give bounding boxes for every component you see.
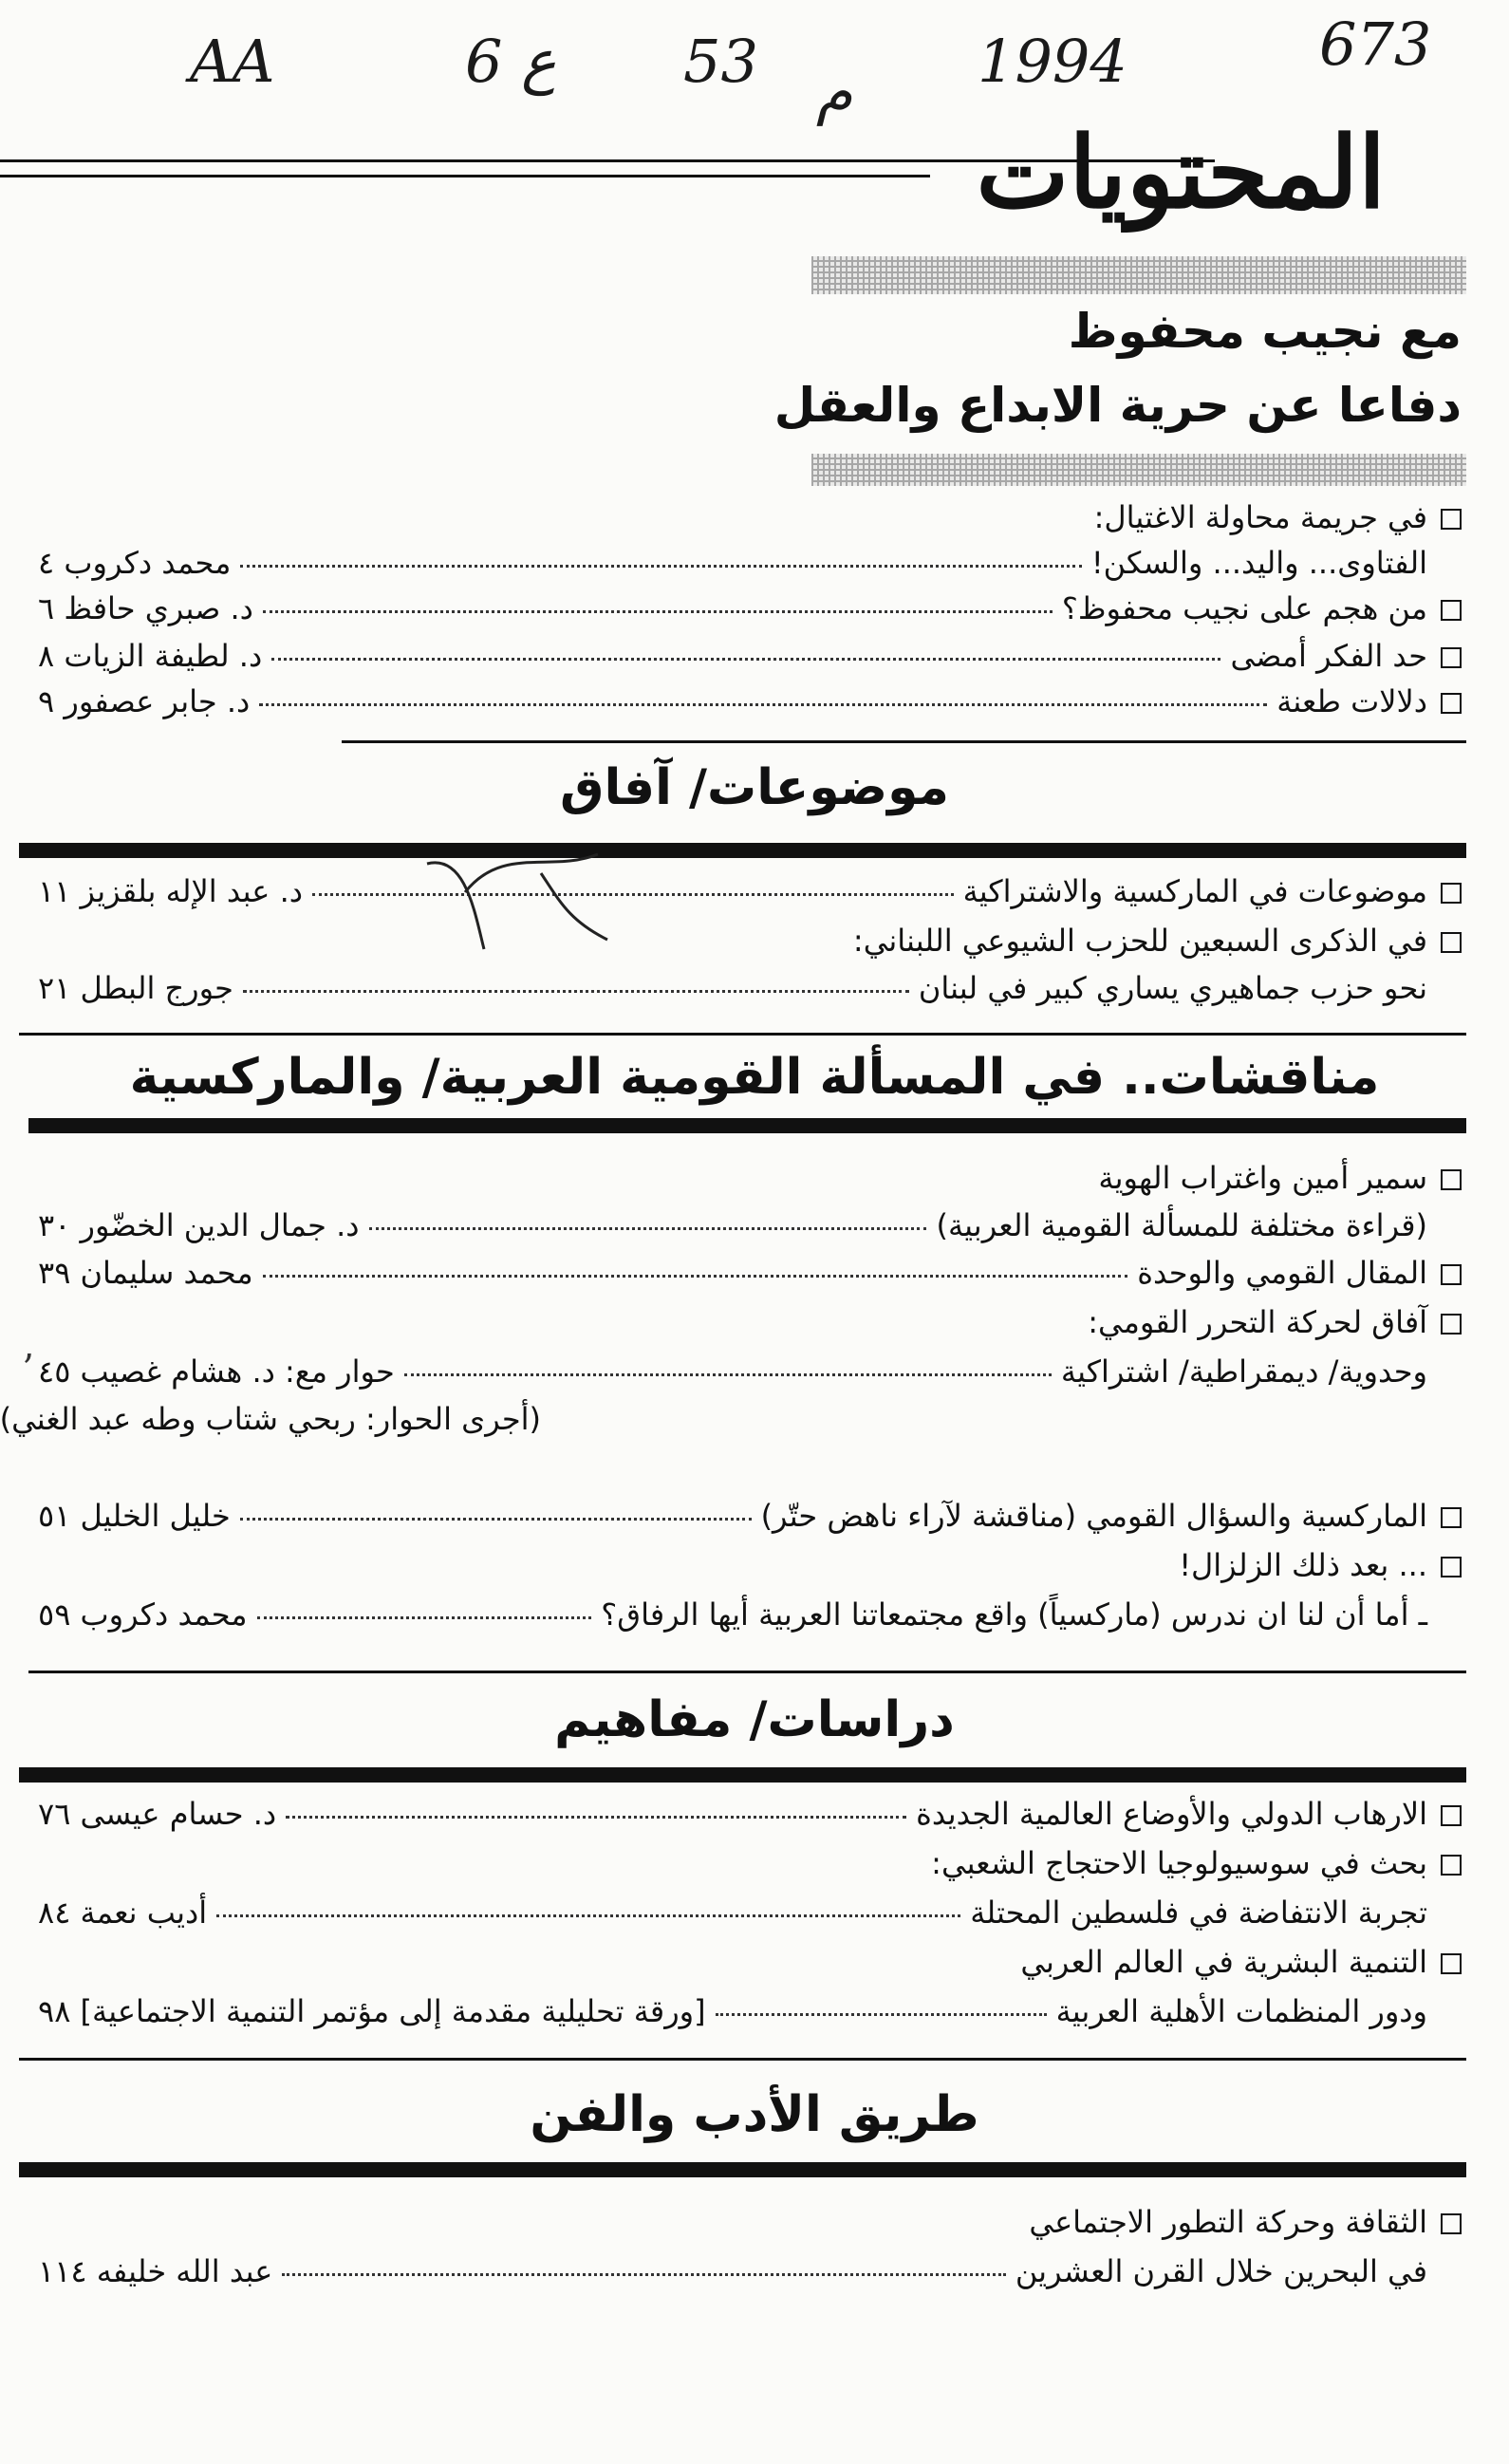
leader-dots [282, 2273, 1005, 2276]
margin-mark: ʼ [21, 1348, 33, 1391]
toc-entry[interactable] [38, 1895, 1462, 1938]
hatch-bar [811, 256, 1466, 294]
handwritten-note: 673 [1319, 9, 1432, 79]
toc-entry[interactable] [38, 2253, 1462, 2297]
entry-title: تجربة الانتفاضة في فلسطين المحتلة [970, 1895, 1427, 1931]
section-title: دراسات/ مفاهيم [554, 1691, 955, 1748]
entry-title: ... بعد ذلك الزلزال! [1179, 1547, 1427, 1583]
entry-author-page: د. لطيفة الزيات ٨ [38, 638, 263, 674]
section-bar [28, 1118, 1466, 1133]
checkbox-icon [1441, 1314, 1462, 1335]
section-title: موضوعات/ آفاق [560, 759, 949, 816]
section-rule [28, 1671, 1466, 1673]
entry-title: الماركسية والسؤال القومي (مناقشة لآراء ناهض حتّر) [760, 1498, 1427, 1534]
checkbox-icon [1441, 693, 1462, 714]
pen-scribble [408, 835, 645, 968]
headline-line-2: دفاعا عن حرية الابداع والعقل [773, 378, 1462, 433]
checkbox-icon [1441, 1805, 1462, 1826]
entry-author-page: [ورقة تحليلية مقدمة إلى مؤتمر التنمية الاجتماعية] ٩٨ [38, 1993, 706, 2029]
checkbox-icon [1441, 932, 1462, 953]
handwritten-note: م [816, 57, 853, 126]
entry-title: الثقافة وحركة التطور الاجتماعي [1029, 2204, 1427, 2240]
entry-title: حد الفكر أمضى [1230, 638, 1427, 674]
toc-entry[interactable] [38, 1596, 1462, 1640]
leader-dots [259, 703, 1267, 706]
checkbox-icon [1441, 1953, 1462, 1974]
leader-dots [263, 610, 1053, 613]
entry-author-page: عبد الله خليفه ١١٤ [38, 2253, 273, 2289]
toc-entry[interactable] [38, 923, 1462, 966]
toc-entry[interactable] [38, 1207, 1462, 1251]
page-title: المحتويات [976, 114, 1386, 231]
entry-title: من هجم على نجيب محفوظ؟ [1061, 590, 1427, 626]
handwritten-note: 1994 [978, 27, 1127, 96]
entry-title: موضوعات في الماركسية والاشتراكية [962, 873, 1427, 909]
leader-dots [257, 1616, 592, 1619]
section-title: مناقشات.. في المسألة القومية العربية/ والماركسية [129, 1049, 1380, 1106]
toc-entry[interactable] [38, 1944, 1462, 1988]
section-rule [342, 740, 1466, 743]
checkbox-icon [1441, 509, 1462, 530]
title-rule [0, 175, 930, 177]
toc-entry[interactable] [38, 1993, 1462, 2037]
entry-author-page: د. صبري حافظ ٦ [38, 590, 253, 626]
toc-entry[interactable] [38, 1796, 1462, 1839]
checkbox-icon [1441, 647, 1462, 668]
leader-dots [243, 990, 909, 993]
handwritten-note: 53 [683, 27, 758, 96]
toc-entry[interactable] [38, 1160, 1462, 1204]
toc-entry[interactable] [38, 1845, 1462, 1889]
leader-dots [286, 1816, 906, 1819]
entry-author-page: د. عبد الإله بلقزيز ١١ [38, 873, 303, 909]
section-title: طريق الأدب والفن [530, 2086, 979, 2143]
entry-title: الارهاب الدولي والأوضاع العالمية الجديدة [916, 1796, 1427, 1832]
entry-title: نحو حزب جماهيري يساري كبير في لبنان [918, 970, 1427, 1006]
entry-author-page: خليل الخليل ٥١ [38, 1498, 231, 1534]
entry-title: دلالات طعنة [1276, 683, 1427, 719]
entry-title: سمير أمين واغتراب الهوية [1098, 1160, 1427, 1196]
toc-entry[interactable] [38, 1255, 1462, 1298]
toc-entry[interactable] [38, 1498, 1462, 1541]
entry-author-page: جورج البطل ٢١ [38, 970, 233, 1006]
entry-title: التنمية البشرية في العالم العربي [1020, 1944, 1427, 1980]
headline-line-1: مع نجيب محفوظ [1068, 304, 1462, 359]
checkbox-icon [1441, 1855, 1462, 1876]
leader-dots [240, 1518, 752, 1521]
section-bar [19, 2162, 1466, 2177]
entry-note: (أجرى الحوار: ربحي شتاب وطه عبد الغني) [0, 1401, 541, 1437]
section-bar [19, 843, 1466, 858]
entry-author-page: محمد دكروب ٤ [38, 545, 232, 581]
entry-author-page: محمد دكروب ٥٩ [38, 1596, 248, 1633]
checkbox-icon [1441, 1507, 1462, 1528]
checkbox-icon [1441, 600, 1462, 621]
checkbox-icon [1441, 2213, 1462, 2234]
toc-entry[interactable] [38, 638, 1462, 681]
entry-title: بحث في سوسيولوجيا الاحتجاج الشعبي: [931, 1845, 1427, 1881]
entry-title: في الذكرى السبعين للحزب الشيوعي اللبناني: [852, 923, 1427, 959]
entry-author-page: د. حسام عيسى ٧٦ [38, 1796, 277, 1832]
entry-title: في البحرين خلال القرن العشرين [1015, 2253, 1427, 2289]
leader-dots [404, 1373, 1052, 1376]
leader-dots [263, 1275, 1128, 1278]
entry-author-page: د. جابر عصفور ٩ [38, 683, 251, 719]
section-rule [19, 1033, 1466, 1036]
entry-title: المقال القومي والوحدة [1137, 1255, 1427, 1291]
toc-entry[interactable] [38, 2204, 1462, 2248]
section-rule [19, 2058, 1466, 2061]
toc-entry[interactable] [38, 683, 1462, 727]
entry-author-page: محمد سليمان ٣٩ [38, 1255, 253, 1291]
toc-entry[interactable] [38, 1353, 1462, 1397]
leader-dots [240, 565, 1082, 568]
entry-author-page: أديب نعمة ٨٤ [38, 1895, 208, 1931]
entry-title: آفاق لحركة التحرر القومي: [1088, 1304, 1427, 1340]
toc-entry[interactable] [38, 1304, 1462, 1348]
toc-entry[interactable] [38, 970, 1462, 1014]
section-bar [19, 1767, 1466, 1783]
checkbox-icon [1441, 1169, 1462, 1190]
entry-author-page: د. جمال الدين الخضّور ٣٠ [38, 1207, 360, 1243]
handwritten-note: 6 ع [465, 27, 557, 96]
leader-dots [369, 1227, 927, 1230]
entry-title: وحدوية/ ديمقراطية/ اشتراكية [1060, 1353, 1427, 1390]
checkbox-icon [1441, 1264, 1462, 1285]
toc-entry[interactable] [0, 1401, 541, 1445]
entry-author-page: حوار مع: د. هشام غصيب ٤٥ [38, 1353, 395, 1390]
entry-title: ـ أما أن لنا ان ندرس (ماركسياً) واقع مجتمعاتنا العربية أيها الرفاق؟ [601, 1596, 1427, 1633]
entry-title: (قراءة مختلفة للمسألة القومية العربية) [936, 1207, 1427, 1243]
toc-entry[interactable] [38, 499, 1462, 543]
leader-dots [271, 658, 1220, 661]
leader-dots [716, 2013, 1047, 2016]
toc-entry[interactable] [38, 873, 1462, 917]
entry-title: في جريمة محاولة الاغتيال: [1093, 499, 1427, 535]
handwritten-note: AA [190, 27, 275, 96]
leader-dots [216, 1914, 960, 1917]
hatch-bar [811, 454, 1466, 486]
entry-title: الفتاوى... واليد... والسكن! [1090, 545, 1427, 581]
entry-title: ودور المنظمات الأهلية العربية [1055, 1993, 1427, 2029]
checkbox-icon [1441, 883, 1462, 904]
checkbox-icon [1441, 1557, 1462, 1577]
toc-entry[interactable] [38, 545, 1462, 588]
toc-entry[interactable] [38, 590, 1462, 634]
toc-entry[interactable] [38, 1547, 1462, 1591]
